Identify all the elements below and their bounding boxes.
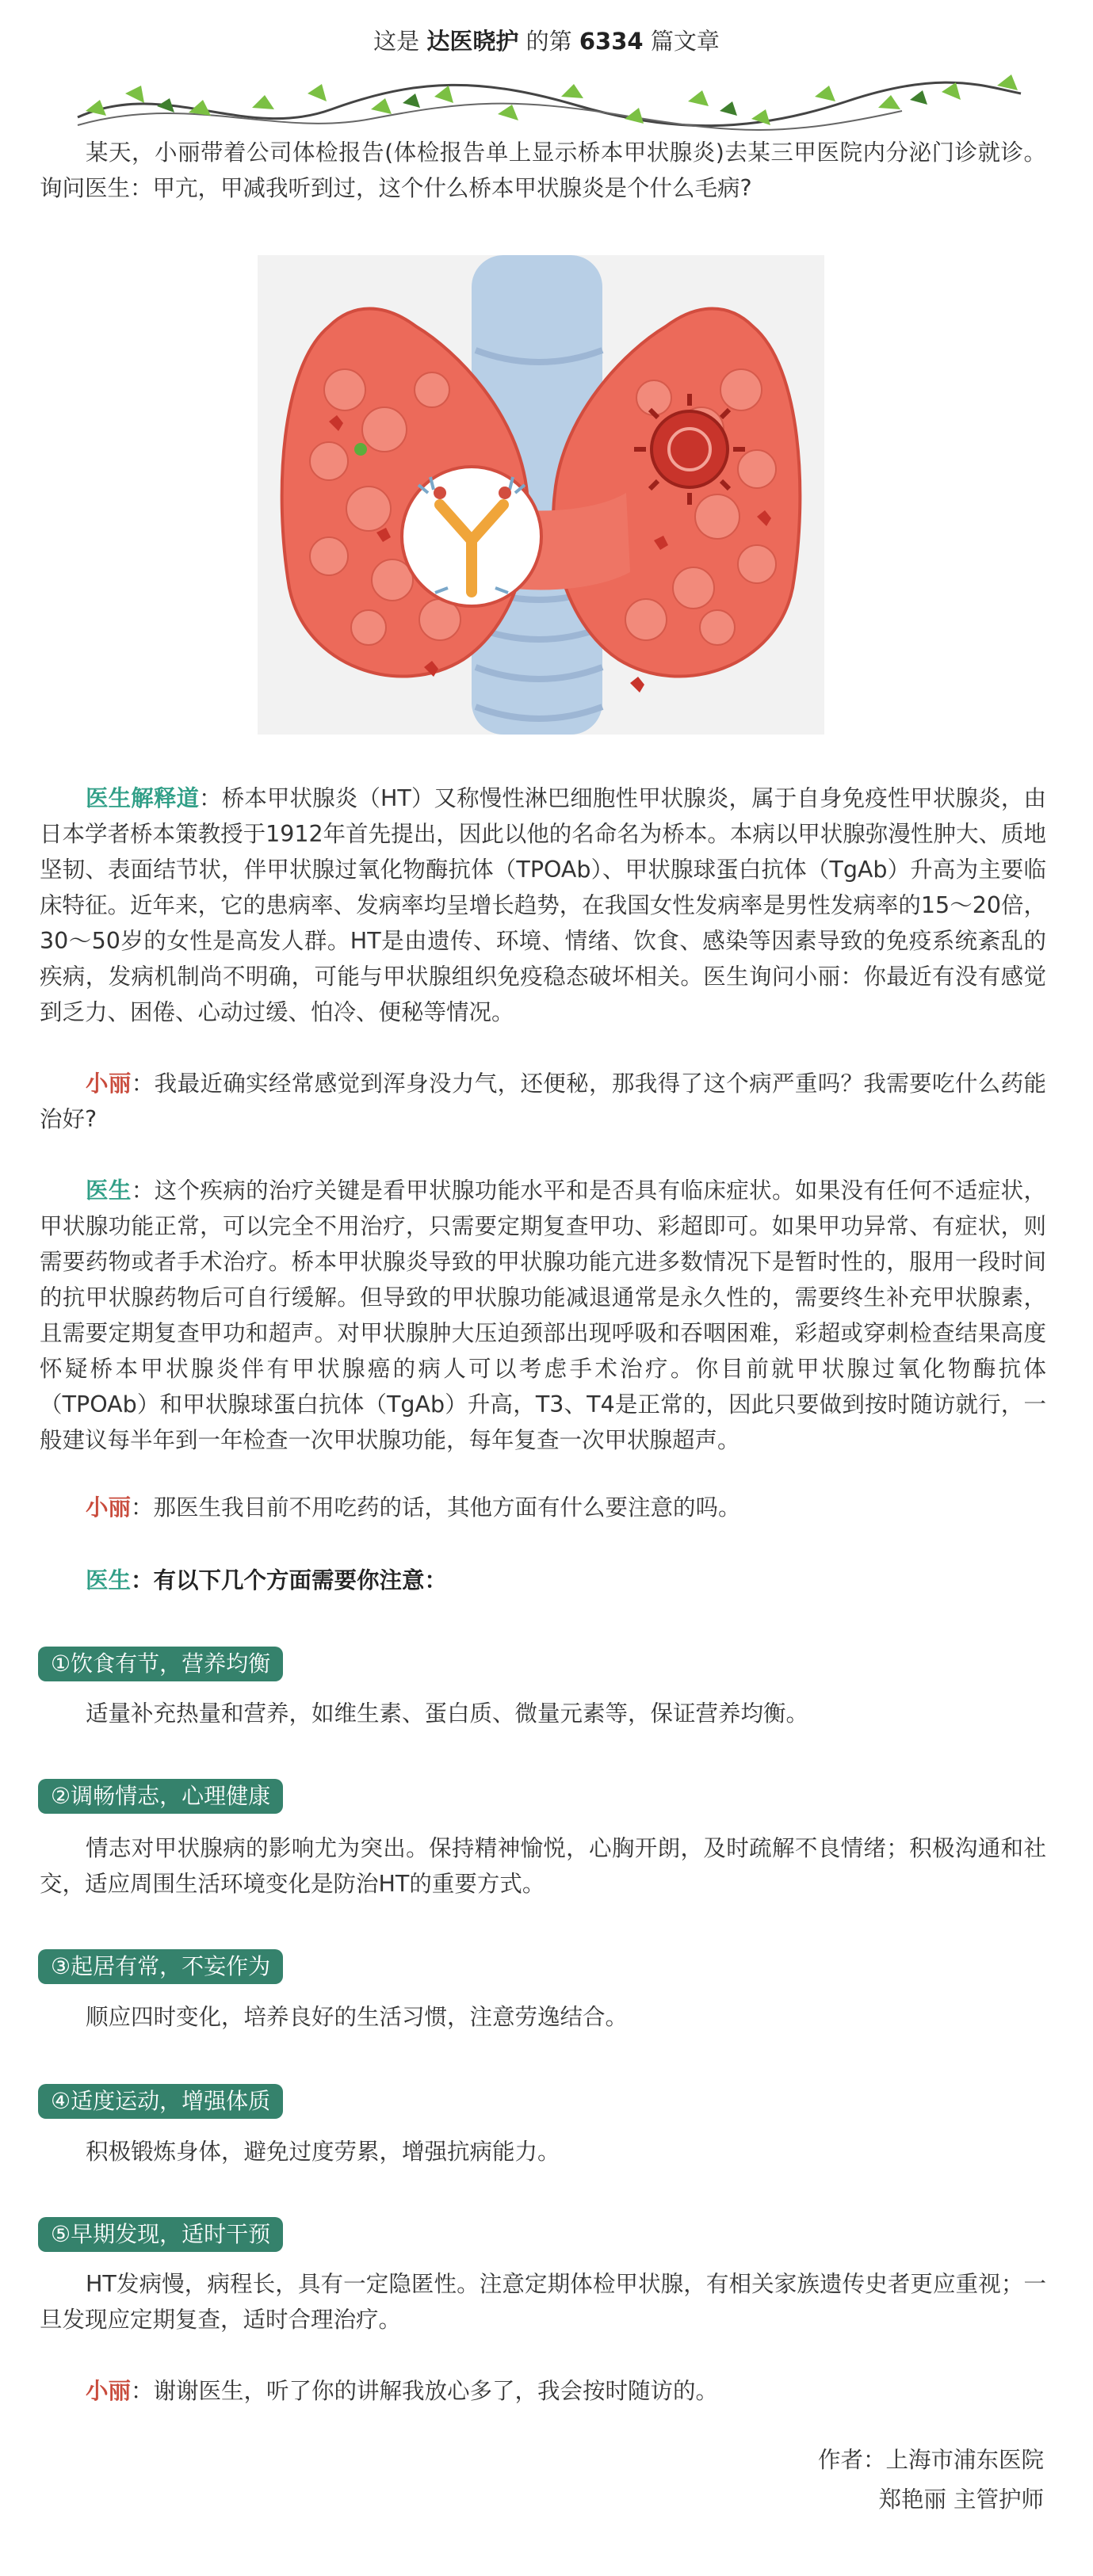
dialog-doctor-treatment: 医生：这个疾病的治疗关键是看甲状腺功能水平和是否具有临床症状。如果没有任何不适症状，甲状腺功能正常，可以完全不用治疗，只需要定期复查甲功、彩超即可。如果甲功异常、有症状，则需要药物或者手术治疗。桥本甲状腺炎导致的甲状腺功能亢进多数情况下是暂时性的，服用一段时间的抗甲状腺药物后可自行缓解。但导致的甲状腺功能减退通常是永久性的，需要终生补充甲状腺素，且需要定期复查甲功和超声。对甲状腺肿大压迫颈部出现呼吸和吞咽困难，彩超或穿刺检查结果高度怀疑桥本甲状腺炎伴有甲状腺癌的病人可以考虑手术治疗。你目前就甲状腺过氧化物酶抗体（TPOAb）和甲状腺球蛋白抗体（TgAb）升高，T3、T4是正常的，因此只要做到按时随访就行，一般建议每半年到一年检查一次甲状腺功能，每年复查一次甲状腺超声。 (40, 1177, 1046, 1453)
speaker-doctor: 医生 (86, 1567, 132, 1593)
tip-title: ⑤早期发现，适时干预 (38, 2217, 283, 2252)
tip-title: ④适度运动，增强体质 (38, 2084, 283, 2119)
dialog-patient-followup: 小丽：那医生我目前不用吃药的话，其他方面有什么要注意的吗。 (86, 1494, 741, 1521)
header-article-number: 6334 (579, 28, 644, 55)
thyroid-figure (258, 255, 824, 735)
dialog-doctor-tips-intro: 医生：有以下几个方面需要你注意： (86, 1567, 448, 1593)
author-line-1: 作者：上海市浦东医院 (817, 2447, 1044, 2473)
author-line-2: 郑艳丽 主管护师 (878, 2486, 1044, 2513)
speaker-doctor: 医生解释道 (86, 785, 200, 811)
header-middle: 的第 (525, 28, 572, 55)
speaker-patient: 小丽 (86, 1070, 132, 1097)
virus-icon (634, 394, 745, 505)
thyroid-illustration-icon (258, 255, 824, 735)
dialog-patient-question: 小丽：我最近确实经常感觉到浑身没力气，还便秘，那我得了这个病严重吗？我需要吃什么药能治好? (40, 1070, 1046, 1132)
tip-title: ①饮食有节，营养均衡 (38, 1647, 283, 1681)
tip-text: 顺应四时变化，培养良好的生活习惯，注意劳逸结合。 (86, 2004, 629, 2030)
speaker-doctor: 医生 (86, 1177, 132, 1204)
speaker-patient: 小丽 (86, 1494, 132, 1521)
author-block (818, 2441, 1044, 2520)
tip-text: 适量补充热量和营养，如维生素、蛋白质、微量元素等，保证营养均衡。 (86, 1700, 809, 1727)
header-prefix: 这是 (373, 28, 420, 55)
header-suffix: 篇文章 (650, 28, 720, 55)
dialog-patient-closing: 小丽：谢谢医生，听了你的讲解我放心多了，我会按时随访的。 (86, 2378, 719, 2404)
tip-title: ③起居有常，不妄作为 (38, 1949, 283, 1984)
header-author-name: 达医晓护 (426, 28, 519, 55)
speaker-patient: 小丽 (86, 2378, 132, 2404)
antibody-icon (402, 467, 541, 606)
tip-title: ②调畅情志，心理健康 (38, 1779, 283, 1814)
article-header (0, 24, 1093, 56)
intro-paragraph: 某天，小丽带着公司体检报告(体检报告单上显示桥本甲状腺炎)去某三甲医院内分泌门诊就诊。询问医生：甲亢，甲减我听到过，这个什么桥本甲状腺炎是个什么毛病? (40, 139, 1046, 201)
tip-text: HT发病慢，病程长，具有一定隐匿性。注意定期体检甲状腺，有相关家族遗传史者更应重视；一旦发现应定期复查，适时合理治疗。 (40, 2271, 1046, 2333)
tip-text: 情志对甲状腺病的影响尤为突出。保持精神愉悦，心胸开朗，及时疏解不良情绪；积极沟通和社交，适应周围生活环境变化是防治HT的重要方式。 (40, 1835, 1046, 1897)
tip-text: 积极锻炼身体，避免过度劳累，增强抗病能力。 (86, 2139, 560, 2165)
dialog-doctor-explanation: 医生解释道：桥本甲状腺炎（HT）又称慢性淋巴细胞性甲状腺炎，属于自身免疫性甲状腺炎，由日本学者桥本策教授于1912年首先提出，因此以他的名命名为桥本。本病以甲状腺弥漫性肿大、质地坚韧、表面结节状，伴甲状腺过氧化物酶抗体（TPOAb）、甲状腺球蛋白抗体（TgAb）升高为主要临床特征。近年来，它的患病率、发病率均呈增长趋势，在我国女性发病率是男性发病率的15～20倍，30～50岁的女性是高发人群。HT是由遗传、环境、情绪、饮食、感染等因素导致的免疫系统紊乱的疾病，发病机制尚不明确，可能与甲状腺组织免疫稳态破坏相关。医生询问小丽：你最近有没有感觉到乏力、困倦、心动过缓、怕冷、便秘等情况。 (40, 785, 1046, 1025)
